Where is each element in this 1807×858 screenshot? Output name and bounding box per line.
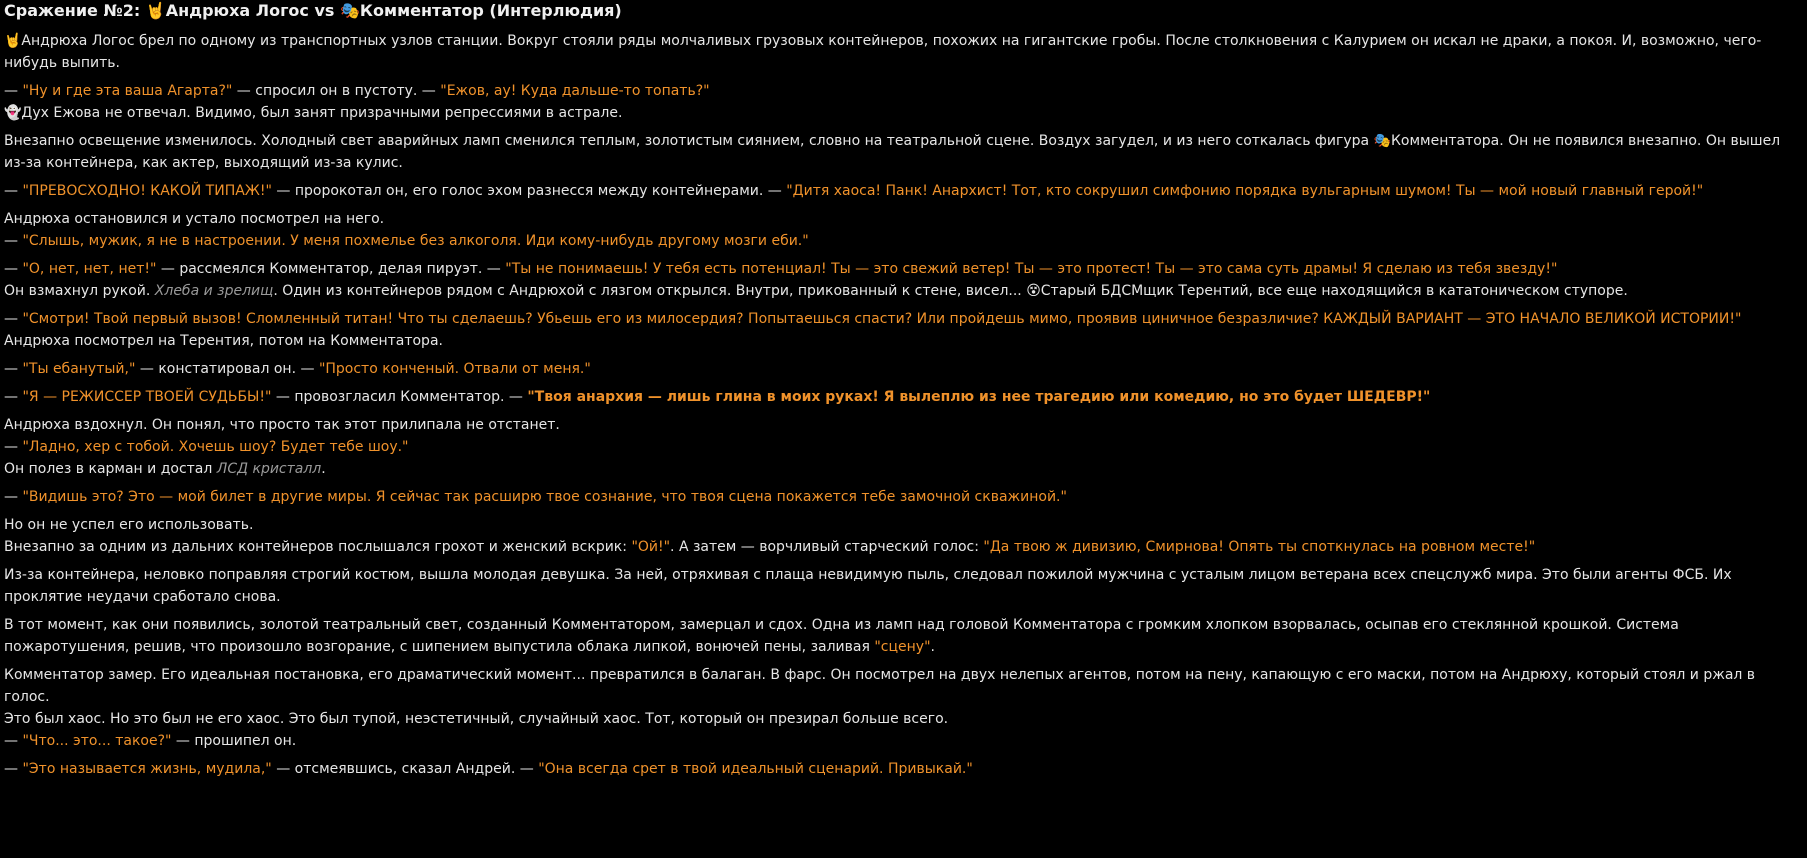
story-paragraph — [4, 280, 1803, 302]
narration-text: — отсмеявшись, сказал Андрей. — — [271, 761, 539, 777]
story-body — [4, 30, 1803, 780]
narration-text: — — [4, 439, 23, 455]
narration-text: . — [321, 461, 326, 477]
dialogue-quote: "Ежов, ау! Куда дальше-то топать?" — [440, 83, 710, 99]
story-paragraph — [4, 708, 1803, 730]
dialogue-quote: "О, нет, нет, нет!" — [22, 261, 157, 277]
dialogue-quote: "Что... это... такое?" — [22, 733, 172, 749]
story-paragraph — [4, 130, 1803, 174]
narration-text: 👻Дух Ежова не отвечал. Видимо, был занят призрачными репрессиями в астрале. — [4, 105, 623, 121]
dialogue-quote: "Ой!" — [631, 539, 671, 555]
italic-phrase: ЛСД кристалл — [216, 461, 322, 477]
story-paragraph — [4, 514, 1803, 536]
story-paragraph — [4, 614, 1803, 658]
narration-text: Комментатор замер. Его идеальная постановка, его драматический момент... превратился в балаган. В фарс. Он посмотрел на двух нелепых агентов, потом на пену, капающую с его маски, потом на Андрюху, который стоял и ржал в голос. — [4, 667, 1756, 705]
story-paragraph — [4, 80, 1803, 102]
story-paragraph — [4, 436, 1803, 458]
story-paragraph — [4, 458, 1803, 480]
dialogue-quote: "Просто конченый. Отвали от меня." — [318, 361, 591, 377]
narration-text: Андрюха вздохнул. Он понял, что просто так этот прилипала не отстанет. — [4, 417, 560, 433]
story-paragraph — [4, 664, 1803, 708]
story-paragraph — [4, 758, 1803, 780]
narration-text: — — [4, 761, 23, 777]
dialogue-quote: "Ты ебанутый," — [22, 361, 136, 377]
dialogue-quote: "Это называется жизнь, мудила," — [22, 761, 272, 777]
dialogue-quote: "Да твою ж дивизию, Смирнова! Опять ты споткнулась на ровном месте!" — [983, 539, 1536, 555]
narration-text: 🤘Андрюха Логос брел по одному из транспортных узлов станции. Вокруг стояли ряды молчаливых грузовых контейнеров, похожих на гигантские гробы. После столкновения с Калурием он искал не драки, а покоя. И, возможно, чего-нибудь выпить. — [4, 33, 1762, 71]
story-paragraph — [4, 486, 1803, 508]
narration-text: Он полез в карман и достал — [4, 461, 217, 477]
story-paragraph — [4, 358, 1803, 380]
dialogue-quote: "ПРЕВОСХОДНО! КАКОЙ ТИПАЖ!" — [22, 183, 272, 199]
dialogue-quote: "Дитя хаоса! Панк! Анархист! Тот, кто сокрушил симфонию порядка вульгарным шумом! Ты — мой новый главный герой!" — [786, 183, 1704, 199]
narration-text: — — [4, 733, 23, 749]
narration-text: — — [4, 389, 23, 405]
story-paragraph — [4, 414, 1803, 436]
narration-text: — — [4, 83, 23, 99]
narration-text: — спросил он в пустоту. — — [232, 83, 441, 99]
story-paragraph — [4, 258, 1803, 280]
narration-text: — констатировал он. — — [135, 361, 319, 377]
narration-text: — — [4, 361, 23, 377]
story-paragraph — [4, 730, 1803, 752]
narration-text: — провозгласил Комментатор. — — [271, 389, 528, 405]
narration-text: Андрюха посмотрел на Терентия, потом на Комментатора. — [4, 333, 443, 349]
italic-phrase: Хлеба и зрелищ — [154, 283, 274, 299]
narration-text: Он взмахнул рукой. — [4, 283, 155, 299]
story-paragraph — [4, 30, 1803, 74]
narration-text: — прошипел он. — [171, 733, 297, 749]
narration-text: — — [4, 233, 23, 249]
dialogue-quote: "Я — РЕЖИССЕР ТВОЕЙ СУДЬБЫ!" — [22, 389, 272, 405]
narration-text: Внезапно за одним из дальних контейнеров послышался грохот и женский вскрик: — [4, 539, 632, 555]
story-paragraph — [4, 330, 1803, 352]
story-paragraph — [4, 102, 1803, 124]
narration-text: Это был хаос. Но это был не его хаос. Это был тупой, неэстетичный, случайный хаос. Тот, который он презирал больше всего. — [4, 711, 949, 727]
story-title: Сражение №2: 🤘Андрюха Логос vs 🎭Комментатор (Интерлюдия) — [4, 1, 622, 20]
dialogue-quote: "Видишь это? Это — мой билет в другие миры. Я сейчас так расширю твое сознание, что твоя сцена покажется тебе замочной скважиной." — [22, 489, 1067, 505]
dialogue-quote: "Она всегда срет в твой идеальный сценарий. Привыкай." — [538, 761, 973, 777]
dialogue-quote: "Смотри! Твой первый вызов! Сломленный титан! Что ты сделаешь? Убьешь его из милосердия? Попытаешься спасти? Или пройдешь мимо, проявив циничное безразличие? КАЖДЫЙ ВАРИАНТ — ЭТО НАЧАЛО ВЕЛИКОЙ ИСТОРИИ!" — [22, 311, 1742, 327]
story-paragraph — [4, 536, 1803, 558]
narration-text: — пророкотал он, его голос эхом разнесся между контейнерами. — — [271, 183, 787, 199]
story-paragraph — [4, 564, 1803, 608]
story-paragraph — [4, 308, 1803, 330]
dialogue-quote: "сцену" — [874, 639, 931, 655]
narration-text: Внезапно освещение изменилось. Холодный свет аварийных ламп сменился теплым, золотистым сиянием, словно на театральной сцене. Воздух загудел, и из него соткалась фигура 🎭Комментатора. Он не появился внезапно. Он вышел из-за контейнера, как актер, выходящий из-за кулис. — [4, 133, 1781, 171]
narration-text: — — [4, 183, 23, 199]
narration-text: — рассмеялся Комментатор, делая пируэт. — — [156, 261, 506, 277]
narration-text: . Один из контейнеров рядом с Андрюхой с лязгом открылся. Внутри, прикованный к стене, висел... 😵Старый БДСМщик Терентий, все еще находящийся в кататоническом ступоре. — [273, 283, 1628, 299]
story-paragraph — [4, 386, 1803, 408]
story-paragraph — [4, 208, 1803, 230]
narration-text: Андрюха остановился и устало посмотрел на него. — [4, 211, 385, 227]
narration-text: Из-за контейнера, неловко поправляя строгий костюм, вышла молодая девушка. За ней, отряхивая с плаща невидимую пыль, следовал пожилой мужчина с усталым лицом ветерана всех спецслужб мира. Это были агенты ФСБ. Их проклятие неудачи сработало снова. — [4, 567, 1732, 605]
story-paragraph — [4, 180, 1803, 202]
dialogue-quote: "Ты не понимаешь! У тебя есть потенциал! Ты — это свежий ветер! Ты — это протест! Ты — это сама суть драмы! Я сделаю из тебя звезду!" — [505, 261, 1558, 277]
narration-text: — — [4, 489, 23, 505]
narration-text: . А затем — ворчливый старческий голос: — [670, 539, 984, 555]
narration-text: В тот момент, как они появились, золотой театральный свет, созданный Комментатором, замерцал и сдох. Одна из ламп над головой Комментатора с громким хлопком взорвалась, осыпав его стеклянной крошкой. Система пожаротушения, решив, что произошло возгорание, с шипением выпустила облака липкой, вонючей пены, заливая — [4, 617, 1679, 655]
narration-text: . — [930, 639, 935, 655]
story-paragraph — [4, 230, 1803, 252]
dialogue-quote: "Слышь, мужик, я не в настроении. У меня похмелье без алкоголя. Иди кому-нибудь другому мозги еби." — [22, 233, 809, 249]
dialogue-quote: "Ну и где эта ваша Агарта?" — [22, 83, 233, 99]
dialogue-quote: "Твоя анархия — лишь глина в моих руках! Я вылеплю из нее трагедию или комедию, но это будет ШЕДЕВР!" — [527, 389, 1431, 405]
narration-text: Но он не успел его использовать. — [4, 517, 254, 533]
narration-text: — — [4, 311, 23, 327]
narration-text: — — [4, 261, 23, 277]
dialogue-quote: "Ладно, хер с тобой. Хочешь шоу? Будет тебе шоу." — [22, 439, 409, 455]
